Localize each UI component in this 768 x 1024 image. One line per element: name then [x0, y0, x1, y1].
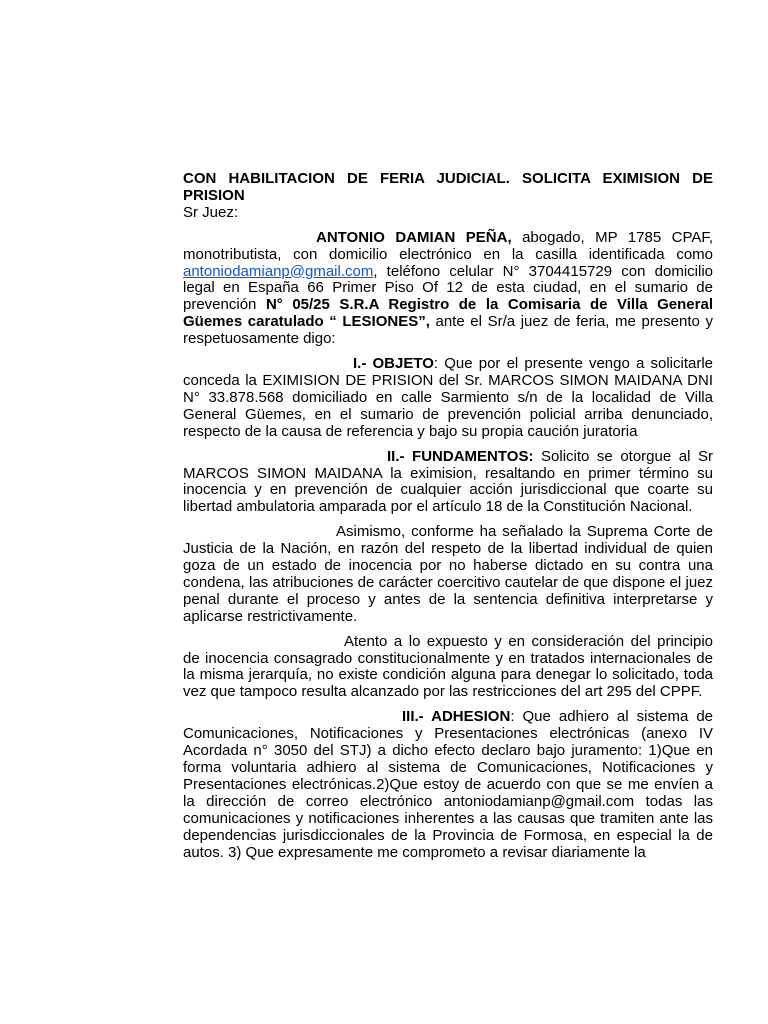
- intro-text-2: , teléfono celular N° 3704415729 con domicilio legal en España 66 Primer Piso Of 12 de esta ciudad, en el sumario de prevención: [183, 262, 713, 314]
- adhesion-text: : Que adhiero al sistema de Comunicaciones, Notificaciones y Presentaciones electrónicas (anexo IV Acordada n° 3050 del STJ) a dicho efecto declaro bajo juramento: 1)Que en forma voluntaria adhiero al sistema de Comunicaciones, Notificaciones y Presentaciones electrónicas.2)Que estoy de acuerdo con que se me envíen a la dirección de correo electrónico antoniodamianp@gmail.com todas las comunicaciones y notificaciones inherentes a las causas que tramiten ante las dependencias jurisdiccionales de la Provincia de Formosa, en especial la de autos. 3) Que expresamente me comprometo a revisar diariamente la: [183, 708, 714, 861]
- email-link[interactable]: antoniodamianp@gmail.com: [183, 262, 374, 280]
- fundamentos-text: Solicito se otorgue al Sr MARCOS SIMON MAIDANA la eximision, resaltando en primer término su inocencia y en prevención de cualquier acción jurisdiccional que coarte su libertad ambulatoria amparada por el artículo 18 de la Constitución Nacional.: [183, 447, 713, 516]
- fundamentos-heading: II.- FUNDAMENTOS:: [387, 447, 534, 465]
- adhesion-paragraph: [183, 709, 713, 861]
- atento-paragraph: Atento a lo expuesto y en consideración del principio de inocencia consagrado constitucionalmente y en tratados internacionales de la misma jerarquía, no existe condición alguna para denegar lo solicitado, toda vez que tampoco resulta alcanzado por las restricciones del art 295 del CPPF.: [183, 632, 713, 701]
- asimismo-paragraph: Asimismo, conforme ha señalado la Suprema Corte de Justicia de la Nación, en razón del respeto de la libertad individual de quien goza de un estado de inocencia por no haberse dictado en su contra una condena, las atribuciones de carácter coercitivo cautelar de que dispone el juez penal durante el proceso y antes de la sentencia definitiva interpretarse y aplicarse restrictivamente.: [183, 523, 713, 625]
- intro-text-1: abogado, MP 1785 CPAF, monotributista, con domicilio electrónico en la casilla identificada como: [183, 228, 714, 263]
- salutation: Sr Juez:: [183, 203, 239, 221]
- document-title: CON HABILITACION DE FERIA JUDICIAL. SOLICITA EXIMISION DE PRISION: [183, 170, 713, 204]
- case-reference: N° 05/25 S.R.A Registro de la Comisaria de Villa General Güemes caratulado “ LESIONES”,: [183, 296, 713, 331]
- document-body: [183, 171, 713, 861]
- adhesion-heading: III.- ADHESION: [402, 708, 511, 726]
- objeto-paragraph: [183, 356, 713, 441]
- lawyer-name: ANTONIO DAMIAN PEÑA,: [316, 228, 512, 246]
- objeto-heading: I.- OBJETO: [353, 355, 434, 373]
- objeto-text: : Que por el presente vengo a solicitarle conceda la EXIMISION DE PRISION del Sr. MARCOS SIMON MAIDANA DNI N° 33.878.568 domiciliado en calle Sarmiento s/n de la localidad de Villa General Güemes, en el sumario de prevención policial arriba denunciado, respecto de la causa de referencia y bajo su propia caución juratoria: [183, 355, 714, 440]
- fundamentos-paragraph: [183, 449, 713, 517]
- intro-paragraph: [183, 230, 713, 348]
- intro-text-3: ante el Sr/a juez de feria, me presento y respetuosamente digo:: [183, 313, 713, 348]
